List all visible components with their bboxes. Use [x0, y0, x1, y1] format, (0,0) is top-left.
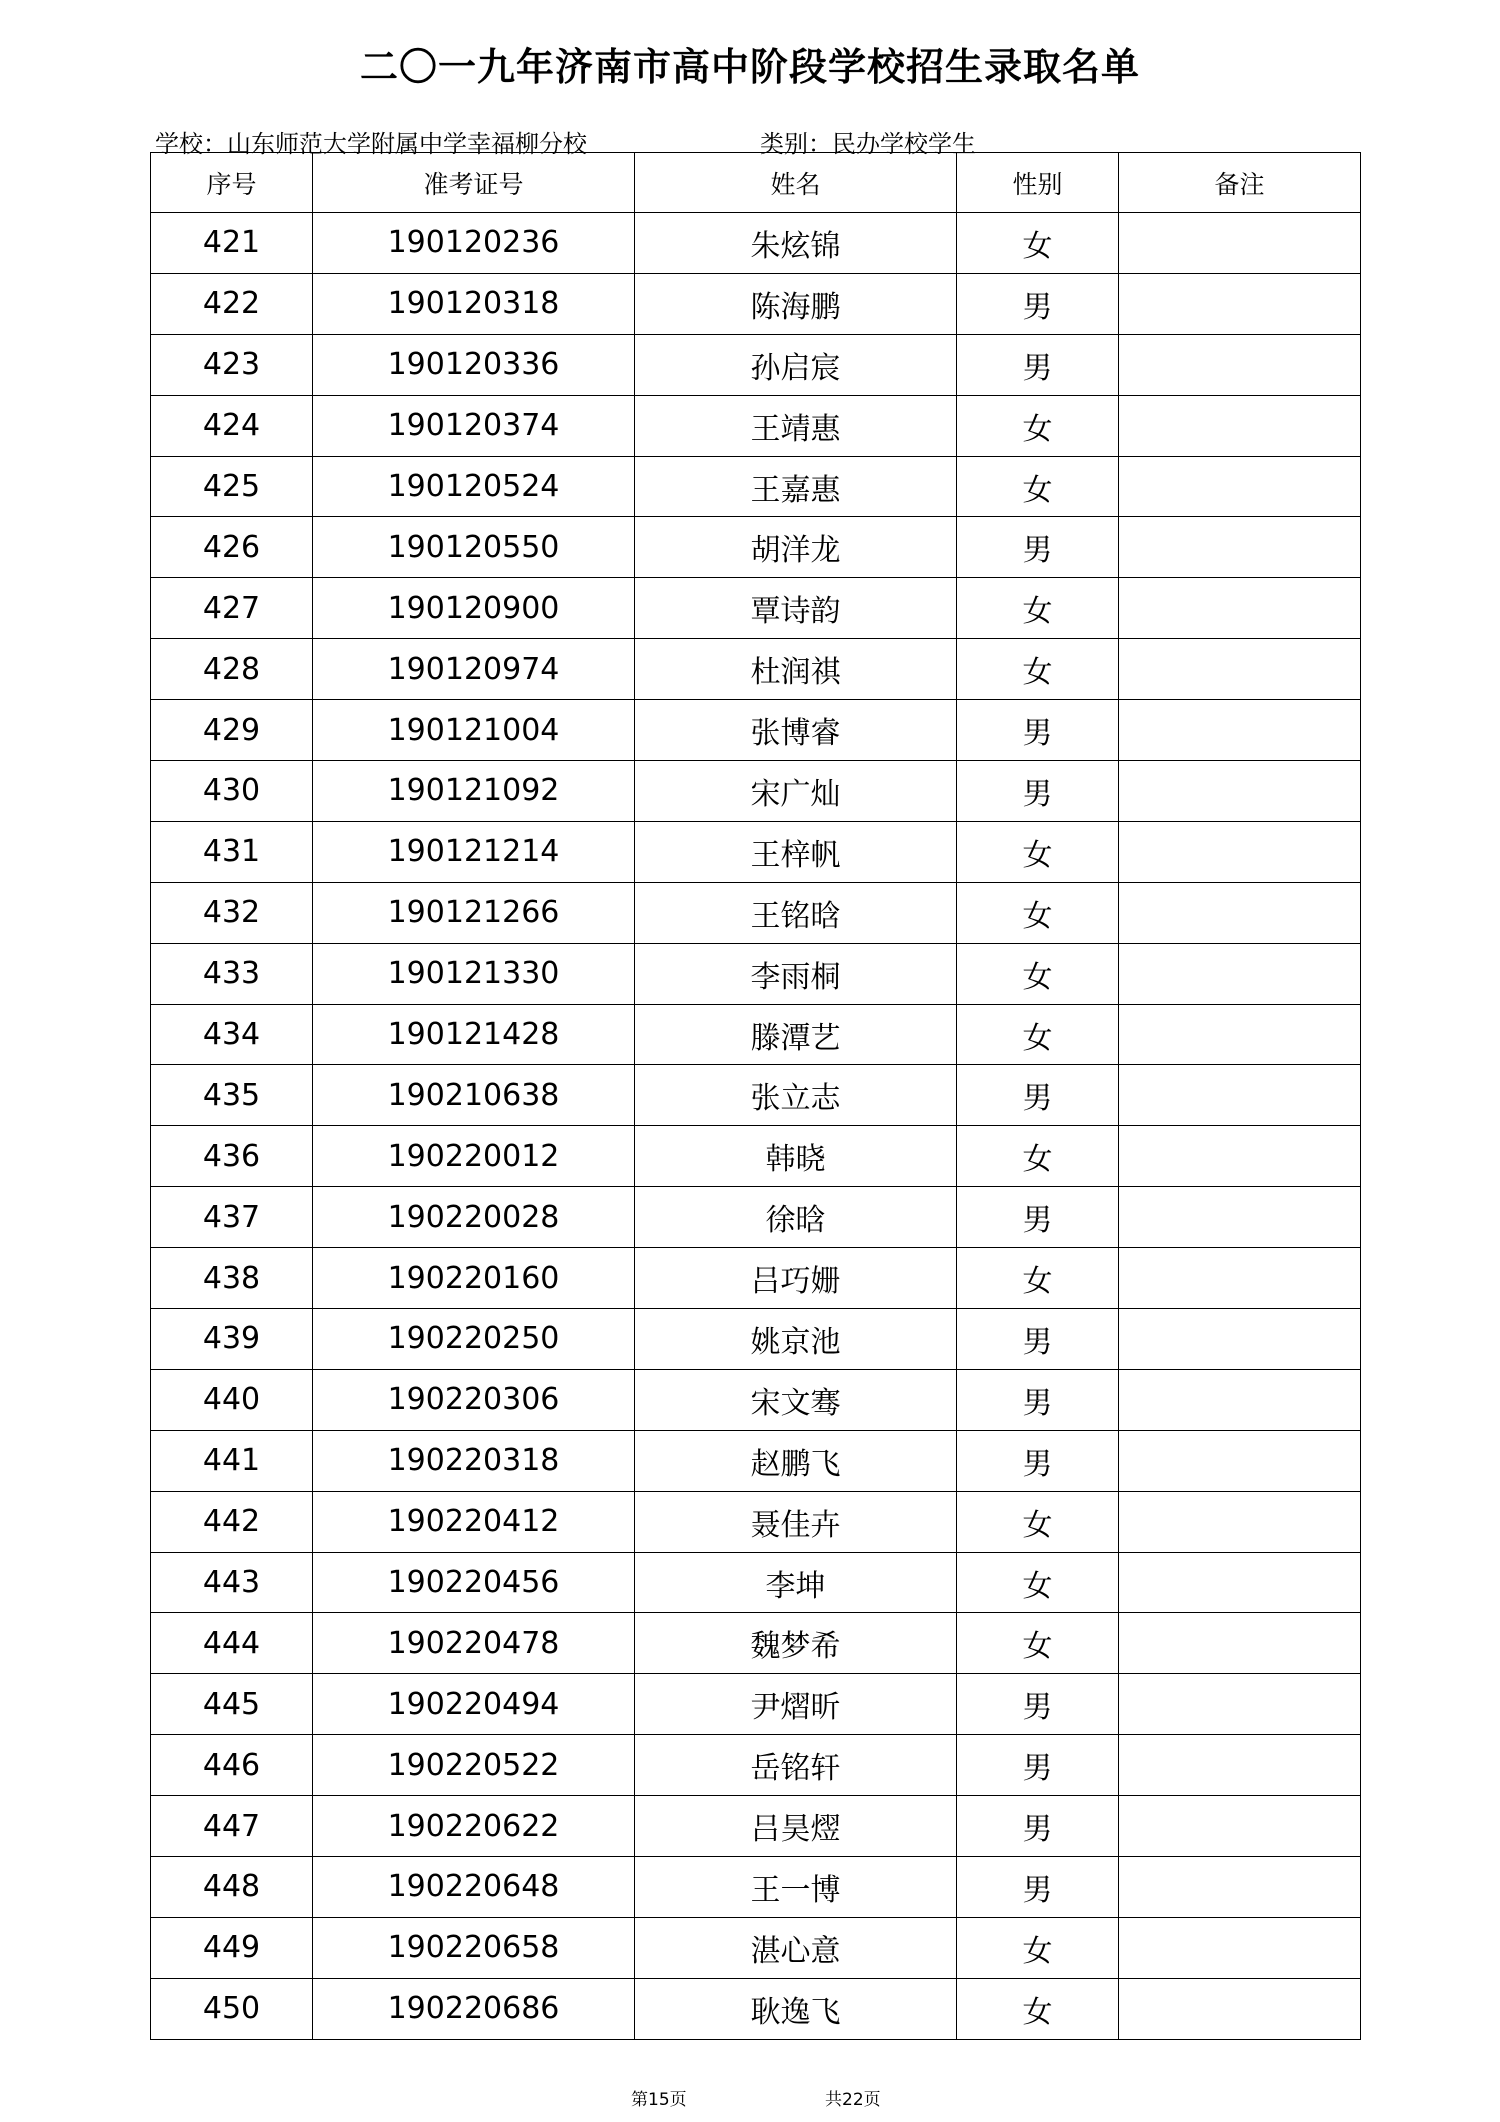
header-remarks: 备注 — [1119, 153, 1361, 213]
cell-index: 426 — [151, 517, 313, 578]
cell-exam-id: 190120318 — [313, 273, 635, 334]
page-title: 二〇一九年济南市高中阶段学校招生录取名单 — [359, 45, 1140, 89]
table-row — [151, 639, 1361, 700]
table-row — [151, 1613, 1361, 1674]
cell-remarks — [1119, 1065, 1361, 1126]
cell-name: 覃诗韵 — [635, 578, 957, 639]
table-row — [151, 943, 1361, 1004]
table-row — [151, 1065, 1361, 1126]
cell-index: 428 — [151, 639, 313, 700]
table-row — [151, 882, 1361, 943]
cell-gender: 男 — [957, 1065, 1119, 1126]
cell-exam-id: 190220160 — [313, 1248, 635, 1309]
table-row — [151, 1369, 1361, 1430]
cell-gender: 男 — [957, 517, 1119, 578]
cell-name: 朱炫锦 — [635, 213, 957, 274]
table-row — [151, 517, 1361, 578]
cell-exam-id: 190121214 — [313, 821, 635, 882]
cell-exam-id: 190220306 — [313, 1369, 635, 1430]
cell-remarks — [1119, 1309, 1361, 1370]
cell-exam-id: 190121004 — [313, 700, 635, 761]
table-row — [151, 334, 1361, 395]
cell-name: 张博睿 — [635, 700, 957, 761]
cell-gender: 男 — [957, 1369, 1119, 1430]
cell-remarks — [1119, 1491, 1361, 1552]
cell-name: 吕昊熤 — [635, 1796, 957, 1857]
cell-remarks — [1119, 821, 1361, 882]
cell-index: 423 — [151, 334, 313, 395]
cell-remarks — [1119, 334, 1361, 395]
cell-gender: 女 — [957, 1004, 1119, 1065]
cell-exam-id: 190120236 — [313, 213, 635, 274]
cell-remarks — [1119, 1248, 1361, 1309]
table-row — [151, 1735, 1361, 1796]
cell-gender: 男 — [957, 1735, 1119, 1796]
cell-gender: 男 — [957, 761, 1119, 822]
cell-exam-id: 190220522 — [313, 1735, 635, 1796]
cell-index: 434 — [151, 1004, 313, 1065]
cell-index: 438 — [151, 1248, 313, 1309]
cell-remarks — [1119, 1613, 1361, 1674]
cell-index: 421 — [151, 213, 313, 274]
cell-index: 437 — [151, 1187, 313, 1248]
cell-exam-id: 190220648 — [313, 1857, 635, 1918]
cell-exam-id: 190121428 — [313, 1004, 635, 1065]
cell-exam-id: 190220250 — [313, 1309, 635, 1370]
cell-name: 王梓帆 — [635, 821, 957, 882]
cell-name: 孙启宸 — [635, 334, 957, 395]
cell-remarks — [1119, 1552, 1361, 1613]
cell-name: 岳铭轩 — [635, 1735, 957, 1796]
cell-remarks — [1119, 395, 1361, 456]
table-row — [151, 1978, 1361, 2039]
page-total: 共22页 — [825, 2090, 881, 2110]
cell-name: 魏梦希 — [635, 1613, 957, 1674]
table-row — [151, 1430, 1361, 1491]
cell-name: 陈海鹏 — [635, 273, 957, 334]
cell-gender: 女 — [957, 1248, 1119, 1309]
cell-index: 435 — [151, 1065, 313, 1126]
table-row — [151, 1187, 1361, 1248]
cell-name: 王铭晗 — [635, 882, 957, 943]
cell-index: 439 — [151, 1309, 313, 1370]
table-row — [151, 1857, 1361, 1918]
header-name: 姓名 — [635, 153, 957, 213]
cell-gender: 女 — [957, 1978, 1119, 2039]
table-row — [151, 213, 1361, 274]
cell-name: 滕潭艺 — [635, 1004, 957, 1065]
cell-index: 447 — [151, 1796, 313, 1857]
cell-exam-id: 190220456 — [313, 1552, 635, 1613]
cell-index: 432 — [151, 882, 313, 943]
cell-exam-id: 190120974 — [313, 639, 635, 700]
table-row — [151, 1917, 1361, 1978]
cell-exam-id: 190120900 — [313, 578, 635, 639]
cell-exam-id: 190121092 — [313, 761, 635, 822]
cell-gender: 女 — [957, 821, 1119, 882]
cell-name: 聂佳卉 — [635, 1491, 957, 1552]
cell-gender: 男 — [957, 1187, 1119, 1248]
header-exam-id: 准考证号 — [313, 153, 635, 213]
cell-index: 443 — [151, 1552, 313, 1613]
cell-remarks — [1119, 761, 1361, 822]
category-label: 类别：民办学校学生 — [760, 130, 976, 158]
cell-index: 425 — [151, 456, 313, 517]
cell-index: 429 — [151, 700, 313, 761]
cell-gender: 女 — [957, 1491, 1119, 1552]
table-header-row — [151, 153, 1361, 213]
cell-exam-id: 190210638 — [313, 1065, 635, 1126]
cell-gender: 女 — [957, 639, 1119, 700]
table-row — [151, 456, 1361, 517]
table-row — [151, 1126, 1361, 1187]
table-body — [151, 213, 1361, 2040]
cell-gender: 女 — [957, 456, 1119, 517]
cell-index: 445 — [151, 1674, 313, 1735]
cell-index: 448 — [151, 1857, 313, 1918]
cell-name: 王靖惠 — [635, 395, 957, 456]
cell-gender: 男 — [957, 1857, 1119, 1918]
cell-gender: 男 — [957, 273, 1119, 334]
cell-gender: 女 — [957, 1917, 1119, 1978]
cell-remarks — [1119, 456, 1361, 517]
cell-name: 李雨桐 — [635, 943, 957, 1004]
cell-name: 耿逸飞 — [635, 1978, 957, 2039]
cell-index: 424 — [151, 395, 313, 456]
table-row — [151, 1491, 1361, 1552]
cell-exam-id: 190220658 — [313, 1917, 635, 1978]
cell-name: 张立志 — [635, 1065, 957, 1126]
table-row — [151, 1796, 1361, 1857]
cell-gender: 女 — [957, 395, 1119, 456]
cell-gender: 女 — [957, 578, 1119, 639]
table-row — [151, 578, 1361, 639]
table-row — [151, 1309, 1361, 1370]
table-row — [151, 761, 1361, 822]
cell-index: 446 — [151, 1735, 313, 1796]
header-gender: 性别 — [957, 153, 1119, 213]
cell-remarks — [1119, 943, 1361, 1004]
cell-remarks — [1119, 882, 1361, 943]
cell-exam-id: 190220028 — [313, 1187, 635, 1248]
cell-gender: 男 — [957, 1430, 1119, 1491]
cell-remarks — [1119, 517, 1361, 578]
cell-remarks — [1119, 1126, 1361, 1187]
cell-index: 431 — [151, 821, 313, 882]
table-row — [151, 1674, 1361, 1735]
admission-table — [150, 152, 1361, 2040]
table-row — [151, 273, 1361, 334]
cell-gender: 男 — [957, 1796, 1119, 1857]
cell-gender: 男 — [957, 700, 1119, 761]
school-label: 学校：山东师范大学附属中学幸福柳分校 — [155, 130, 587, 158]
cell-gender: 女 — [957, 1613, 1119, 1674]
cell-index: 449 — [151, 1917, 313, 1978]
cell-remarks — [1119, 1978, 1361, 2039]
cell-remarks — [1119, 1187, 1361, 1248]
cell-exam-id: 190121266 — [313, 882, 635, 943]
table-row — [151, 1004, 1361, 1065]
cell-exam-id: 190220012 — [313, 1126, 635, 1187]
cell-name: 宋广灿 — [635, 761, 957, 822]
cell-exam-id: 190220494 — [313, 1674, 635, 1735]
cell-name: 吕巧姗 — [635, 1248, 957, 1309]
table-row — [151, 395, 1361, 456]
cell-exam-id: 190120550 — [313, 517, 635, 578]
table-row — [151, 1552, 1361, 1613]
cell-gender: 女 — [957, 1552, 1119, 1613]
cell-index: 450 — [151, 1978, 313, 2039]
table-row — [151, 700, 1361, 761]
cell-index: 430 — [151, 761, 313, 822]
cell-exam-id: 190220478 — [313, 1613, 635, 1674]
cell-name: 姚京池 — [635, 1309, 957, 1370]
cell-gender: 男 — [957, 334, 1119, 395]
cell-name: 王一博 — [635, 1857, 957, 1918]
cell-remarks — [1119, 213, 1361, 274]
cell-name: 杜润祺 — [635, 639, 957, 700]
cell-exam-id: 190220412 — [313, 1491, 635, 1552]
cell-remarks — [1119, 1857, 1361, 1918]
cell-exam-id: 190121330 — [313, 943, 635, 1004]
page-number: 第15页 — [631, 2090, 687, 2110]
cell-index: 422 — [151, 273, 313, 334]
cell-name: 韩晓 — [635, 1126, 957, 1187]
cell-gender: 男 — [957, 1674, 1119, 1735]
cell-gender: 女 — [957, 1126, 1119, 1187]
cell-name: 李坤 — [635, 1552, 957, 1613]
cell-exam-id: 190220686 — [313, 1978, 635, 2039]
cell-remarks — [1119, 1674, 1361, 1735]
header-index: 序号 — [151, 153, 313, 213]
cell-index: 427 — [151, 578, 313, 639]
cell-name: 尹熠昕 — [635, 1674, 957, 1735]
cell-exam-id: 190120374 — [313, 395, 635, 456]
cell-index: 440 — [151, 1369, 313, 1430]
cell-exam-id: 190220318 — [313, 1430, 635, 1491]
cell-gender: 女 — [957, 882, 1119, 943]
cell-remarks — [1119, 700, 1361, 761]
cell-exam-id: 190120524 — [313, 456, 635, 517]
cell-name: 湛心意 — [635, 1917, 957, 1978]
cell-remarks — [1119, 273, 1361, 334]
cell-name: 徐晗 — [635, 1187, 957, 1248]
cell-gender: 女 — [957, 943, 1119, 1004]
cell-remarks — [1119, 639, 1361, 700]
cell-index: 441 — [151, 1430, 313, 1491]
cell-remarks — [1119, 1430, 1361, 1491]
cell-exam-id: 190120336 — [313, 334, 635, 395]
cell-remarks — [1119, 1735, 1361, 1796]
cell-remarks — [1119, 1369, 1361, 1430]
cell-gender: 女 — [957, 213, 1119, 274]
cell-index: 442 — [151, 1491, 313, 1552]
cell-index: 444 — [151, 1613, 313, 1674]
cell-name: 王嘉惠 — [635, 456, 957, 517]
cell-exam-id: 190220622 — [313, 1796, 635, 1857]
cell-name: 胡洋龙 — [635, 517, 957, 578]
cell-name: 宋文骞 — [635, 1369, 957, 1430]
cell-name: 赵鹏飞 — [635, 1430, 957, 1491]
cell-remarks — [1119, 578, 1361, 639]
cell-remarks — [1119, 1796, 1361, 1857]
cell-gender: 男 — [957, 1309, 1119, 1370]
cell-remarks — [1119, 1004, 1361, 1065]
cell-index: 433 — [151, 943, 313, 1004]
cell-index: 436 — [151, 1126, 313, 1187]
table-row — [151, 1248, 1361, 1309]
table-row — [151, 821, 1361, 882]
cell-remarks — [1119, 1917, 1361, 1978]
